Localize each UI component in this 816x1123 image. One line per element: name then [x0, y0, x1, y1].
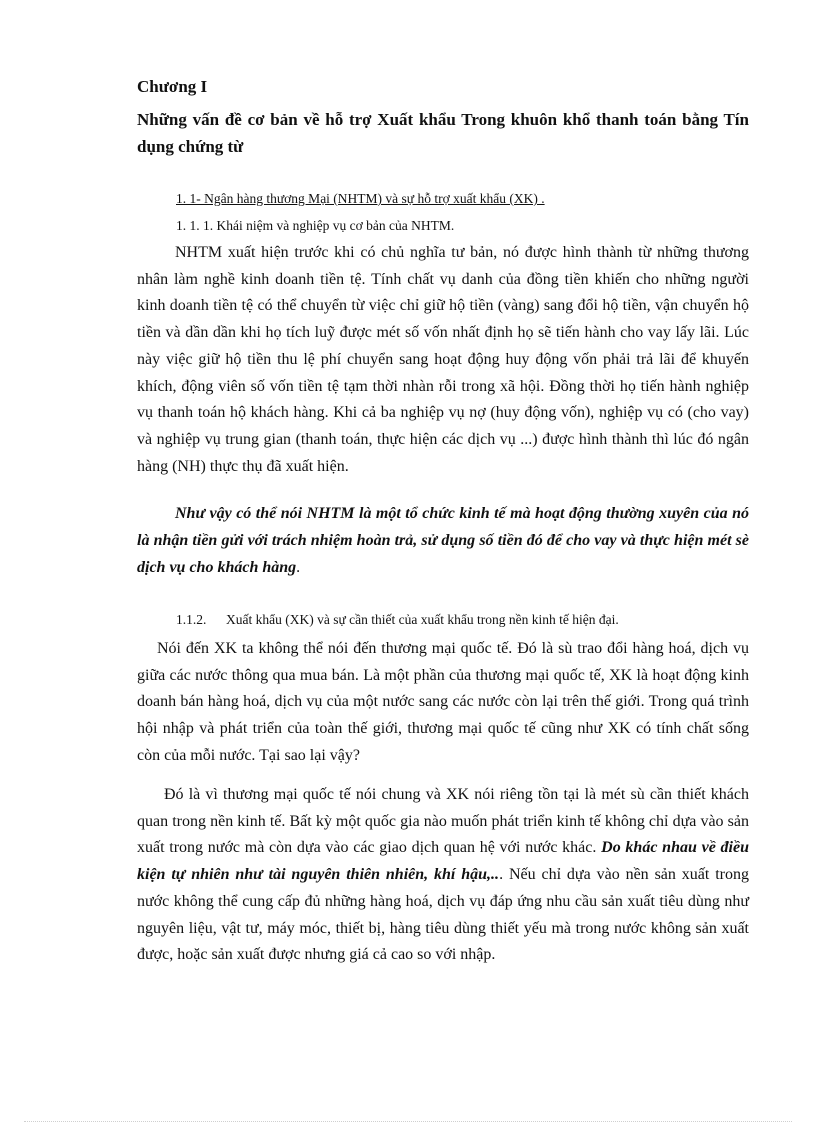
export-necessity-text-b: . Nếu chỉ dựa vào nền sản xuất trong nước không thể cung cấp đủ những hàng hoá, dịch vụ đáp ứng nhu cầu sản xuất tiêu dùng như nguyên liệu, vật tư, máy móc, thiết bị, hàng tiêu dùng thiết yếu mà trong nước không sản xuất được, hoặc sản xuất được nhưng giá cả cao so với nhập.	[137, 866, 750, 964]
nhtm-definition-text: Như vậy có thể nói NHTM là một tổ chức kinh tế mà hoạt động thường xuyên của nó là nhận tiền gửi với trách nhiệm hoàn trả, sử dụng số tiền đó để cho vay và thực hiện mét sè dịch vụ cho khách hàng	[137, 505, 749, 576]
export-necessity-text-a: Đó là vì thương mại quốc tế nói chung và XK nói riêng tồn tại là mét sù cần thiết khách quan trong nền kinh tế. Bất kỳ một quốc gia nào muốn phát triển kinh tế không chỉ dựa vào sản xuất trong nước mà còn dựa vào các giao dịch quan hệ với nước khác.	[137, 786, 749, 857]
paragraph-export-necessity	[137, 782, 749, 969]
export-necessity-emphasis: Do khác nhau về điều kiện tự nhiên như tài nguyên thiên nhiên, khí hậu,..	[137, 839, 749, 884]
section-heading-1-1: 1. 1- Ngân hàng thương Mại (NHTM) và sự hỗ trợ xuất khẩu (XK) .	[176, 191, 545, 206]
subsection-number: 1.1.2.	[176, 612, 207, 627]
chapter-heading: Chương I	[137, 77, 208, 96]
page-bottom-rule	[24, 1121, 792, 1122]
subsection-title: Xuất khẩu (XK) và sự cần thiết của xuất khẩu trong nền kinh tế hiện đại.	[226, 612, 619, 627]
paragraph-nhtm-history: NHTM xuất hiện trước khi có chủ nghĩa tư bản, nó được hình thành từ những thương nhân làm nghề kinh doanh tiền tệ. Tính chất vụ danh của đồng tiền khiến cho những người kinh doanh tiền tệ có thể chuyển từ việc chỉ giữ hộ tiền (vàng) sang đổi hộ tiền, vận chuyển hộ tiền và dần dần khi họ tích luỹ được mét số vốn nhất định họ sẽ tiến hành cho vay lấy lãi. Lúc này việc giữ hộ tiền thu lệ phí chuyển sang hoạt động huy động vốn phải trả lãi để khuyến khích, động viên số vốn tiền tệ tạm thời nhàn rỗi trong xã hội. Đồng thời họ tiến hành nghiệp vụ thanh toán hộ khách hàng. Khi cả ba nghiệp vụ nợ (huy động vốn), nghiệp vụ có (cho vay) và nghiệp vụ trung gian (thanh toán, thực hiện các dịch vụ ...) được hình thành thì lúc đó ngân hàng (NH) thực thụ đã xuất hiện.	[137, 244, 749, 475]
chapter-title: Những vấn đề cơ bản về hỗ trợ Xuất khẩu Trong khuôn khổ thanh toán bằng Tín dụng chứng từ	[137, 110, 749, 156]
nhtm-definition-period: .	[296, 559, 301, 576]
paragraph-export-intro: Nói đến XK ta không thể nói đến thương mại quốc tế. Đó là sù trao đổi hàng hoá, dịch vụ giữa các nước thông qua mua bán. Là một phần của thương mại quốc tế, XK là hoạt động kinh doanh bán hàng hoá, dịch vụ của một nước sang các nước còn lại trên thế giới. Trong quá trình hội nhập và phát triển của toàn thế giới, thương mại quốc tế cũng như XK có tính chất sống còn của mỗi nước. Tại sao lại vậy?	[137, 640, 749, 764]
subsection-heading-1-1-2	[176, 611, 619, 629]
paragraph-nhtm-definition	[137, 500, 749, 581]
subsection-heading-1-1-1: 1. 1. 1. Khái niệm và nghiệp vụ cơ bản của NHTM.	[176, 218, 455, 233]
